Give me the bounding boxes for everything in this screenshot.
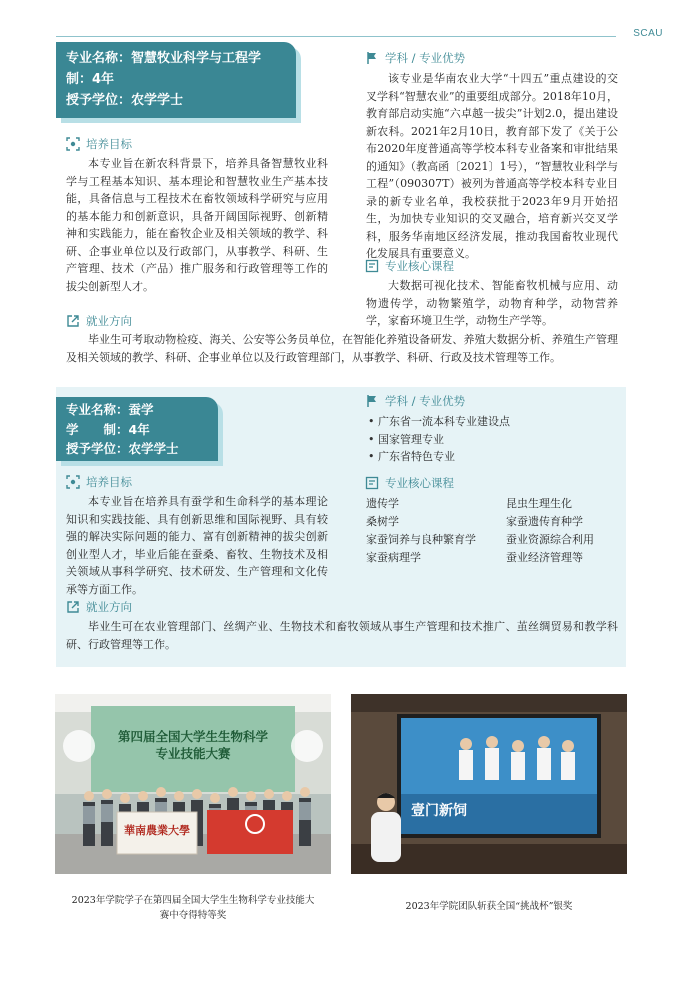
major1-goal-heading: [66, 136, 132, 152]
list-item: • 广东省特色专业: [368, 448, 618, 466]
header-rule: [56, 36, 616, 37]
major2-goal-heading: [66, 474, 132, 490]
competition-photo-art: [55, 694, 331, 874]
competition-title-line2: 专业技能大赛: [155, 746, 231, 761]
major2-career-title: 就业方向: [86, 600, 132, 614]
major1-years: 制：4年: [66, 72, 115, 87]
competition-caption: [55, 893, 331, 923]
major1-core-text: 大数据可视化技术、智能畜牧机械与应用、动物遗传学，动物繁殖学，动物育种学，动物营养学，家畜环境卫生学，动物生产学等。: [366, 279, 618, 327]
major2-advantage-list: [368, 413, 618, 466]
course-item: 家蚕饲养与良种繁育学: [366, 533, 476, 546]
external-link-icon: [66, 600, 80, 614]
competition-screen-title: [95, 728, 291, 762]
major2-name: 专业名称：蚕学: [66, 402, 154, 417]
major2-banner: [56, 397, 218, 461]
major1-core-heading: [365, 258, 454, 274]
brand-label: SCAU: [633, 28, 663, 39]
major1-career-heading: [66, 313, 132, 329]
major2-goal-title: 培养目标: [86, 475, 132, 489]
list-item: • 国家管理专业: [368, 431, 618, 449]
award-photo-art: [351, 694, 627, 874]
major1-goal-text: 本专业旨在新农科背景下，培养具备智慧牧业科学与工程基本知识、基本理论和智慧牧业生产基本技能，具备信息与工程技术在畜牧领域科学研究与应用的基本能力和创新意识，具备开阔国际视野、创新精神和实践能力，能在畜牧企业及相关领域的教学、科研、企事业单位以及行政部门，从事教学、科研、生产管理、技术（产品）推广服务和行政管理等工作的拔尖创新型人才。: [66, 157, 328, 293]
major1-advantage-text: 该专业是华南农业大学“十四五”重点建设的交叉学科“智慧农业”的重要组成部分。2018年10月，教育部启动实施“六卓越一拔尖”计划2.0，提出建设新农科。2021年2月10日，教育部下发了《关于公布2020年度普通高等学校本科专业备案和审批结果的通知》（教高函〔2021〕1号），“智慧牧业科学与工程”（090307T）被列为普通高等学校本科专业目录的新专业名单，我校获批于2023年9月开始招生，为加快专业知识的交叉融合，培育新兴交叉学科，服务华南地区经济发展，推动我国畜牧业现代化发展具有重要意义。: [366, 72, 618, 260]
major2-goal-text: 本专业旨在培养具有蚕学和生命科学的基本理论知识和实践技能、具有创新思维和国际视野、具有较强的解决实际问题的能力、富有创新精神的拔尖创新创业型人才，毕业后能在蚕桑、畜牧、生物技术及相关领域从事科学研究、技术研发、生产管理和文化传承等方面工作。: [66, 495, 328, 596]
major2-core-heading: [365, 475, 454, 491]
competition-caption-line1: 2023年学院学子在第四届全国大学生生物科学专业技能大: [71, 895, 315, 906]
major1-advantage-heading: [365, 50, 465, 66]
award-photo: [351, 694, 627, 874]
book-icon: [365, 259, 379, 273]
flag-text: 華南農業大學: [124, 824, 190, 837]
major2-course-grid: [366, 495, 646, 567]
book-icon: [365, 476, 379, 490]
course-item: 家蚕遗传育种学: [506, 515, 583, 528]
major2-advantage-heading: [365, 393, 465, 409]
award-caption: 2023年学院团队斩获全国“挑战杯”银奖: [405, 901, 573, 912]
competition-caption-line2: 赛中夺得特等奖: [159, 910, 227, 921]
major2-career-heading: [66, 599, 132, 615]
course-item: 蚕业经济管理等: [506, 551, 583, 564]
course-item: 家蚕病理学: [366, 551, 421, 564]
major2-advantage-title: 学科 / 专业优势: [385, 394, 466, 408]
major2-career-text: 毕业生可在农业管理部门、丝绸产业、生物技术和畜牧领域从事生产管理和技术推广、茧丝绸贸易和教学科研、行政管理等工作。: [66, 620, 618, 651]
award-screen-title: 壹门新饲: [411, 803, 467, 819]
major1-banner: [56, 42, 296, 118]
course-item: 昆虫生理生化: [506, 497, 572, 510]
competition-photo: [55, 694, 331, 874]
external-link-icon: [66, 314, 80, 328]
major1-goal-title: 培养目标: [86, 137, 132, 151]
major2-years: 学 制：4年: [66, 421, 150, 437]
major2-core-title: 专业核心课程: [385, 476, 454, 490]
major1-degree: 授予学位：农学学士: [66, 93, 184, 108]
major2-degree: 授予学位：农学学士: [66, 441, 179, 456]
major1-advantage-title: 学科 / 专业优势: [385, 51, 466, 65]
list-item: • 广东省一流本科专业建设点: [368, 413, 618, 431]
target-icon: [66, 475, 80, 489]
target-icon: [66, 137, 80, 151]
major1-core-title: 专业核心课程: [385, 259, 454, 273]
course-item: 蚕业资源综合利用: [506, 533, 594, 546]
major1-career-text: 毕业生可考取动物检疫、海关、公安等公务员单位，在智能化养殖设备研发、养殖大数据分析、养殖生产管理及相关领域的教学、科研、企事业单位以及行政管理部门，从事教学、科研、行政及技术管理等工作。: [66, 333, 618, 364]
course-item: 遗传学: [366, 497, 399, 510]
flag-icon: [365, 51, 379, 65]
major1-name: 专业名称：智慧牧业科学与工程学: [66, 51, 262, 66]
competition-title-line1: 第四届全国大学生生物科学: [117, 729, 268, 744]
major1-career-title: 就业方向: [86, 314, 132, 328]
flag-icon: [365, 394, 379, 408]
course-item: 桑树学: [366, 515, 399, 528]
